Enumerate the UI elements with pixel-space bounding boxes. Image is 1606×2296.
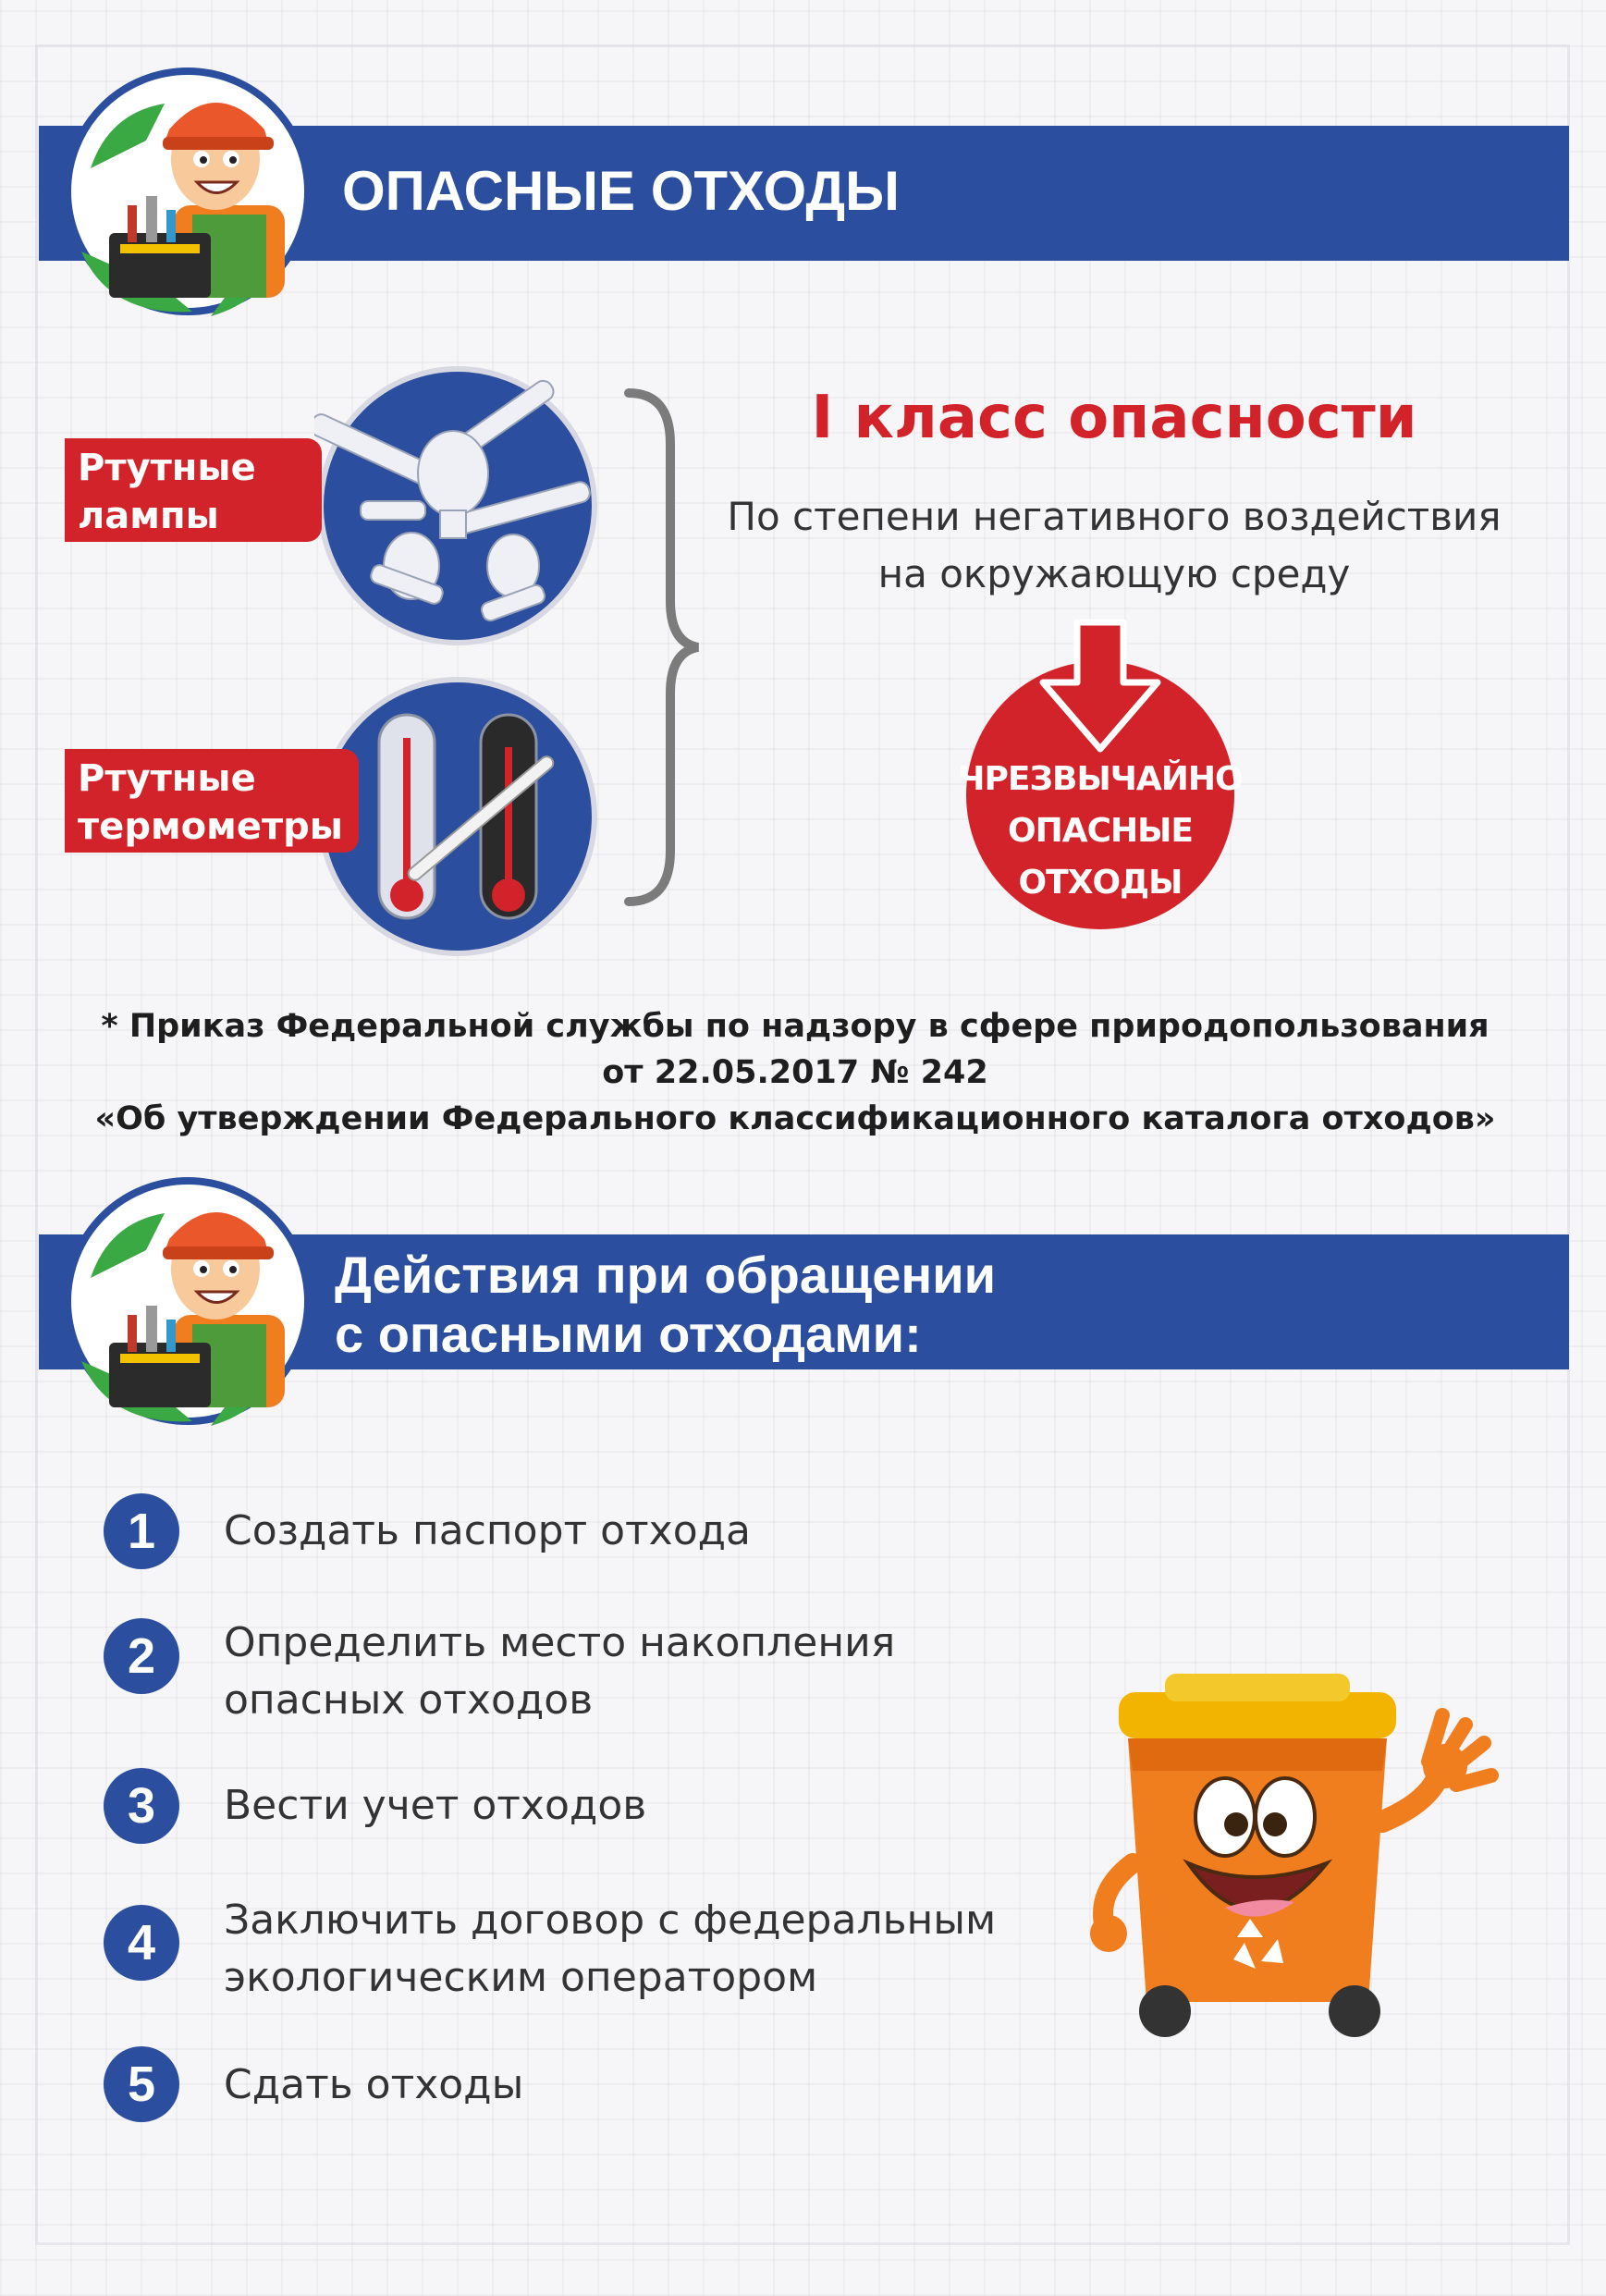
hazard-class-subtitle: По степени негативного воздействия на окружающую среду [727,494,1502,596]
down-arrow-icon [1036,618,1165,756]
mercury-thermometers-label: Ртутные термометры [65,749,359,853]
step-number-2: 2 [104,1618,179,1694]
step-text-4: Заключить договор с федеральным экологическим оператором [224,1897,997,2001]
worker-mascot-icon [54,1167,322,1435]
mercury-lamps-icon [314,362,601,649]
step-number-4: 4 [104,1905,179,1981]
curly-brace-icon [619,388,703,906]
step-number-3: 3 [104,1768,179,1844]
legal-footnote: * Приказ Федеральной службы по надзору в сфере природопользования от 22.05.2017 № 242 «Об утверждении Федерального классификационного каталога отходов» [94,1008,1496,1137]
danger-badge-text: ЧРЕЗВЫЧАЙНО ОПАСНЫЕ ОТХОДЫ [958,760,1243,902]
mercury-lamps-label: Ртутные лампы [65,438,322,542]
step-text-2: Определить место накопления опасных отходов [224,1619,896,1724]
section1-title: ОПАСНЫЕ ОТХОДЫ [342,160,900,222]
recycle-bin-mascot-icon [1077,1660,1512,2057]
step-text-3: Вести учет отходов [224,1782,647,1829]
hazard-class-title: I класс опасности [811,384,1417,452]
step-text-1: Создать паспорт отхода [224,1507,752,1554]
step-number-1: 1 [104,1493,179,1569]
step-text-5: Сдать отходы [224,2061,524,2108]
section2-title: Действия при обращении с опасными отходами: [335,1246,997,1363]
worker-mascot-icon [54,57,322,325]
step-number-5: 5 [104,2046,179,2122]
